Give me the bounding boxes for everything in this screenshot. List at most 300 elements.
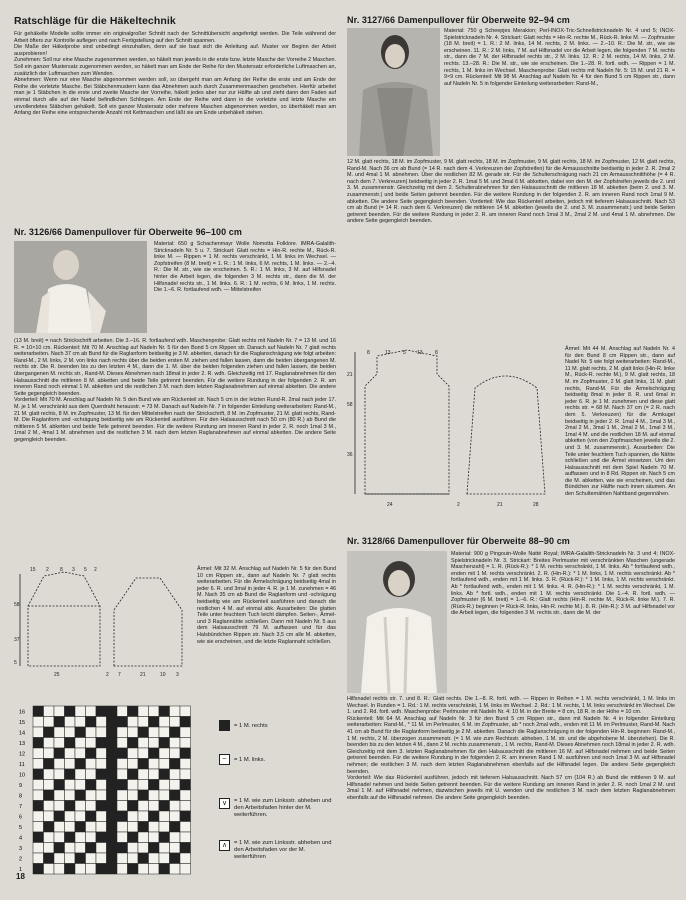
chart-cell [44,759,55,770]
chart-cell [96,780,107,791]
schematic-label: 5 [403,350,406,356]
model-3127-sleeves: Ärmel: Mit 44 M. Anschlag auf Nadeln Nr. 4 für den Bund 8 cm Rippen str., dann auf Nadel Nr. 5 wie folgt weiterarbeiten: Rand-M., 11 M. glatt rechts, 2 M. glatt links (Hin-R. linke M., Rück-R. rechte M.), 9 M. glatt rechts, 18 M. im Zopfmuster, 2 M. glatt links, 11 M. glatt rechts, Rand-M. Für die Ärmelschrägung beidseitig 8mal in jeder 8. R. und 6mal in jeder 6. R. je 1 M. zunehmen und diese glatt rechts str. = 68 M. Nach 37 cm (= 2 R. nach dem 5. Verkreuzen) für die Armkugel beidseitig in jeder 2. R. 1mal 4 M., 1mal 3 M., 2mal 2 M., 3mal 1 M., 2mal 2 M., 1mal 3 M., 1mal 4 M. und die restlichen 18 M. auf einmal abketten (von den Zopfmaschen jeweils die 2. und 3. M. zusammenstr.). Ausarbeiten: Die Teile unter feuchtem Tuch spannen, die Nähte schließen und die Ärmel einsetzen. Um den Halsausschnitt mit dem Spiel Nadeln 70 M. auffassen und in 8 Rd. Rippen str. Nach 5 cm die M. abketten, wie sie erscheinen, und das Bündchen zur Hälfte nach innen säumen. An den Schulternähten Nahtband gegennähen. [565,346,675,498]
chart-cell [170,790,181,801]
chart-cell [44,853,55,864]
chart-cell [159,843,170,854]
model-3127-heading: Nr. 3127/66 Damenpullover für Oberweite 92–94 cm [347,15,570,25]
chart-cell [107,727,118,738]
chart-cell [149,727,160,738]
chart-cell [54,706,65,717]
chart-cell [138,706,149,717]
legend-text: = 1 M. rechts [234,723,268,730]
chart-cell [149,801,160,812]
chart-cell [128,738,139,749]
chart-cell [170,811,181,822]
chart-cell [33,790,44,801]
chart-cell [159,811,170,822]
chart-cell [96,790,107,801]
chart-cell [138,748,149,759]
knitwear-photo-icon [14,241,147,333]
chart-row-label: 14 [19,730,26,737]
chart-cell [86,801,97,812]
schematic-label: 10 [160,672,166,678]
model-3127-text-top [444,28,675,87]
chart-cell [96,864,107,875]
chart-cell [170,853,181,864]
chart-cell [117,759,128,770]
chart-cell [170,759,181,770]
slip-stitch-front-icon: ∧ [219,840,230,851]
chart-cell [33,727,44,738]
chart-cell [180,843,191,854]
chart-cell [149,706,160,717]
chart-cell [107,864,118,875]
chart-cell [159,759,170,770]
page-number: 18 [16,872,25,881]
chart-cell [149,811,160,822]
chart-cell [86,790,97,801]
model-3128-back: Rückenteil: Mit 64 M. Anschlag auf Nadeln Nr. 3 für den Bund 5 cm Rippen str., dann mit Nadeln Nr. 4 in folgender Einteilung weiterarbeiten: Rand-M., * 11 M. im Perlmuster, 6 M. im Zopfmuster, ab * noch 2mal wdh., enden mit 11 M. im Perlmuster, Rand-M. Nach 41 cm ab Bund für die Raglanform beidseitig je 2 M. abketten. Danach die Raglanschrägung in der folgenden Hin-R. beginnen: Rand-M., 1 M. rechts, 2 M. überzogen zusammenstr. (= 1 M. wie zum Rechtsstr. abheben, 1 M. str. und die abgehobene M. überziehen). Die R. beenden bis zu den letzten 4 M., dann 2 M. rechts zusammenstr., 1 M. rechts, Rand-M. Dieses Abnehmen noch 18mal in jeder 2. R. wdh. Gleichzeitig mit dem 3. letzten Raglanabnehmen für den Halsausschnitt die mittleren 16 M. auf Hilfsnadel nehmen und beide Seiten getrennt beenden. Für die weitere Rundung in der folgenden 2. R. am inneren Rand 1 M. ausführen und noch 1mal 3 M. auf Hilfsnadel nehmen; die restlichen 3 M. nach dem letzten Raglanabnehmen ebenfalls auf die Hilfsnadel legen. Die andere Seite gegengleich beenden. [347,715,675,775]
model-3126-material: Material: 650 g Schachenmayr Wolle Nomotta Folklore. IMRA-Galalith-Stricknadeln Nr. 5 u. 7. Strickart: Glatt rechts = Hin-R. rechte M., Rück-R. linke M. — Rippen = 1 M. rechts verschränkt, 1 M. links im Wechsel. — Zopfstreifen (8 M. breit) = 1. R.: 1 M. links, 6 M. rechts, 1 M. links. — 2.–4. R.: Die M. str., wie sie erscheinen. 5. R.: 1 M. links, 3 M. auf Hilfsnadel hinter die Arbeit legen, die folgenden 3 M. rechts str., dann die M. der Hilfsnadel rechts str., 1 M. links. 6. R.: 1 M. rechts, 6 M. links, 1 M. rechts. Die 1.–6. R. fortlaufend wdh. — Mittelstreifen [154,241,336,294]
chart-cell [75,717,86,728]
chart-cell [75,738,86,749]
chart-cell [33,864,44,875]
chart-cell [117,832,128,843]
chart-cell [107,832,118,843]
chart-row-label: 11 [19,762,25,768]
chart-row-label: 13 [19,741,26,747]
chart-cell [96,769,107,780]
chart-cell [149,780,160,791]
chart-cell [117,748,128,759]
chart-cell [96,853,107,864]
chart-cell [128,769,139,780]
knitting-chart-grid [19,702,219,884]
schematic-label: 37 [14,637,20,643]
chart-cell [138,759,149,770]
chart-cell [107,790,118,801]
chart-cell [170,832,181,843]
chart-cell [44,811,55,822]
chart-cell [107,748,118,759]
chart-cell [65,832,76,843]
chart-cell [54,811,65,822]
chart-cell [54,790,65,801]
chart-cell [75,801,86,812]
chart-cell [75,769,86,780]
schematic-label: 2 [46,567,49,573]
chart-cell [170,706,181,717]
chart-cell [159,822,170,833]
chart-cell [107,801,118,812]
chart-cell [96,738,107,749]
chart-cell [65,811,76,822]
tips-heading: Ratschläge für die Häkeltechnik [14,15,176,27]
chart-cell [138,727,149,738]
chart-cell [159,769,170,780]
chart-cell [33,843,44,854]
chart-row-label: 12 [19,751,26,758]
chart-cell [54,801,65,812]
chart-cell [44,790,55,801]
pattern-schematic-3126 [14,566,192,678]
chart-cell [170,717,181,728]
chart-cell [96,727,107,738]
chart-cell [149,717,160,728]
chart-cell [138,853,149,864]
chart-cell [75,853,86,864]
chart-cell [33,832,44,843]
chart-cell [170,864,181,875]
chart-cell [149,864,160,875]
chart-cell [117,706,128,717]
chart-cell [170,748,181,759]
chart-cell [117,801,128,812]
chart-cell [54,759,65,770]
chart-row-label: 8 [19,793,23,800]
chart-row-label: 6 [19,814,23,821]
chart-cell [149,853,160,864]
chart-cell [54,717,65,728]
schematic-label: 2 [106,672,109,678]
chart-cell [159,790,170,801]
tips-paragraph: Abnehmen: Wenn nur eine Masche abgenommen werden soll, so übergeht man am Anfang der Reihe die erste und am Ende der Reihe die vorletzte Masche. Bei Stäbchenmustern kann das Abnehmen auch durch Zusammenmaschen geschehen. Hierfür arbeitet man je 1 Stäbchen in die erste und zweite Masche der Vorreihe, häkelt jedes aber nur zur Hälfte ab und zieht dann den Faden auf einmal durch alle auf der Nadel befindlichen Schlingen. Am Ende der Reihe wird dann in die vorletzte und letzte Masche ein unvollendetes Stäbchen gehäkelt. Soll ein ganzer Mustersatz oder mehrere Maschen abgenommen werden, so überhäkelt man am Anfang der Reihe eine entsprechende Anzahl mit Kettmaschen und läßt sie am Ende unbehäkelt stehen. [14,77,336,117]
chart-cell [117,811,128,822]
schematic-label: 7 [118,672,121,678]
knit-stitch-icon [219,720,230,731]
chart-cell [117,864,128,875]
chart-cell [33,717,44,728]
chart-cell [138,832,149,843]
chart-cell [159,832,170,843]
chart-cell [107,780,118,791]
chart-cell [65,843,76,854]
chart-cell [149,843,160,854]
schematic-label: 5 [84,567,87,573]
chart-cell [44,801,55,812]
chart-cell [180,769,191,780]
chart-cell [107,738,118,749]
chart-cell [86,822,97,833]
chart-cell [54,832,65,843]
chart-cell [44,769,55,780]
chart-cell [180,727,191,738]
chart-cell [65,727,76,738]
chart-row-label: 2 [19,856,23,863]
chart-cell [159,738,170,749]
chart-cell [117,822,128,833]
chart-cell [86,769,97,780]
schematic-label: 36 [347,452,353,458]
schematic-label: 2 [94,567,97,573]
tips-text [14,31,336,117]
model-3128-material: Material: 900 g Pingouin-Wolle Natté Royal; IMRA-Galalith-Stricknadeln Nr. 3 und 4; INOX-Spielstricknadeln Nr. 3. Strickart: Breites Perlmuster mit verschränkten Maschen (ungerade Maschenzahl) = 1. R. (Rück-R.): * 1 M. rechts verschränkt, 1 M. links. Ab * fortlaufend wdh., enden mit 1 M. rechts verschränkt. 2. R. (Hin-R.): * 1 M. links, 1 M. rechts verschränkt. Ab * fortlaufend wdh., enden mit 1 M. links. 3. R. (Rück-R.): * 1 M. links, 1 M. rechts verschränkt. Ab * fortlaufend wdh., enden mit 1 M. links. 4. R. (Hin-R.): * 1 M. rechts verschränkt, 1 M. links. Ab * fortl. wdh., enden mit 1 M. rechts verschränkt. Die 1.–4. R. fortl. wdh. — Zopfmuster (6 M. breit) = 1.–6. R.: Glatt rechts (Hin-R. rechte M., Rück-R. linke M.). 7. R. (Rück-R.) beginnen (= Rück-R. links, Hin-R. rechte M.). 8. R. (Hin-R.): 3 M. auf Hilfsnadel vor die Arbeit legen, die folgenden 3 M. rechts str., dann die M. der [451,551,675,617]
chart-cell [96,822,107,833]
chart-cell [86,864,97,875]
chart-cell [86,759,97,770]
chart-cell [170,843,181,854]
chart-cell [149,748,160,759]
chart-cell [149,822,160,833]
model-3128-pattern: Hilfsnadel rechts str. 7. und 8. R.: Glatt rechts. Die 1.–8. R. fortl. wdh. — Rippen in Reihen = 1 M. rechts verschränkt, 1 M. links im Wechsel. In Runden = 1. Rd.: 1 M. rechts verschränkt, 1 M. links im Wechsel. 2. Rd.: 1 M. rechts, 1 M. links verschränkt im Wechsel. Die 1. und 2. Rd. fortl. wdh. Maschenprobe: Perlmuster mit Nadeln Nr. 4: 10 M. in der Breite = 8 cm, 18 R. in der Höhe = 10 cm. [347,696,675,716]
chart-cell [138,811,149,822]
knitwear-photo-icon [347,551,447,693]
model-3128-text-top [451,551,675,617]
model-3127-photo [347,28,440,156]
chart-cell [149,738,160,749]
chart-cell [159,780,170,791]
chart-cell [75,706,86,717]
chart-row-label: 9 [19,783,23,789]
model-3128-heading: Nr. 3128/66 Damenpullover für Oberweite 88–90 cm [347,536,570,546]
chart-cell [180,822,191,833]
chart-cell [128,832,139,843]
chart-cell [44,748,55,759]
chart-cell [75,780,86,791]
chart-cell [170,780,181,791]
chart-cell [128,748,139,759]
chart-cell [149,759,160,770]
schematic-label: 2 [457,502,460,508]
tips-paragraph: Die Maße der Häkelprobe sind unbedingt einzuhalten, denn auf sie baut sich die Anleitung auf. Muster vor Beginn der Arbeit ausprobieren! [14,44,336,57]
chart-cell [138,864,149,875]
chart-cell [117,727,128,738]
chart-cell [138,738,149,749]
chart-cell [128,843,139,854]
chart-cell [159,717,170,728]
model-3128-photo [347,551,447,693]
model-3126-text-main [14,338,336,444]
chart-cell [107,717,118,728]
chart-cell [33,780,44,791]
chart-cell [128,864,139,875]
chart-cell [117,790,128,801]
model-3126-heading: Nr. 3126/66 Damenpullover für Oberweite 96–100 cm [14,227,243,237]
chart-cell [86,811,97,822]
chart-legend [219,702,336,884]
schematic-label: 3 [176,672,179,678]
schematic-label: 21 [140,672,146,678]
chart-cell [117,738,128,749]
chart-cell [138,769,149,780]
chart-cell [44,864,55,875]
chart-cell [33,759,44,770]
chart-cell [180,780,191,791]
chart-cell [138,790,149,801]
chart-cell [159,801,170,812]
model-3126-photo [14,241,147,333]
chart-cell [75,811,86,822]
chart-cell [149,832,160,843]
schematic-label: 13 [417,350,423,356]
schematic-label: 8 [367,350,370,356]
chart-cell [180,738,191,749]
schematic-label: 25 [54,672,60,678]
chart-cell [33,822,44,833]
chart-cell [107,759,118,770]
schematic-label: 58 [347,402,353,408]
chart-cell [86,717,97,728]
schematic-label: 3 [72,567,75,573]
legend-item [219,798,336,819]
chart-cell [86,706,97,717]
chart-cell [170,769,181,780]
chart-cell [180,801,191,812]
chart-cell [65,780,76,791]
chart-cell [75,790,86,801]
chart-cell [180,832,191,843]
chart-cell [44,780,55,791]
chart-cell [96,801,107,812]
model-3128-front: Vorderteil: Wie das Rückenteil ausführen, jedoch mit tieferem Halsausschnitt. Nach 57 cm (104 R.) ab Bund die mittleren 9 M. auf Hilfsnadel nehmen und beide Seiten getrennt beenden. Für die weitere Rundung am inneren Rand in jeder 2. R. noch 1mal 2 M. und 3mal 1 M. auf Hilfsnadel nehmen, dazwischen jeweils mit U. wenden und die restlichen 3 M. nach dem letzten Raglanabnehmen ebenfalls auf die Hilfsnadel nehmen. Die andere Seite gegengleich beenden. [347,775,675,801]
schematic-label: 15 [30,567,36,573]
chart-cell [128,790,139,801]
chart-row-label: 1 [19,867,23,873]
chart-cell [138,801,149,812]
chart-cell [54,864,65,875]
chart-cell [86,748,97,759]
chart-cell [138,717,149,728]
chart-cell [128,759,139,770]
model-3128-text-main [347,696,675,896]
chart-cell [117,717,128,728]
model-3127-material: Material: 750 g Scheepjes Merakion; Perl-INOX-Tric-Schnellstricknadeln Nr. 4 und 5; INOX-Spielstricknadeln Nr. 4. Strickart: Glatt rechts = Hin-R. rechte M., Rück-R. linke M. — Zopfmuster (18 M. breit) = 1. R.: 2 M. links, 14 M. rechts, 2 M. links. — 2.–10. R.: Die M. str., wie sie erscheinen. 11. R.: 2 M. links, 7 M. auf Hilfsnadel vor die Arbeit legen, die folgenden 7 M. rechts str., dann die 7 M. der Hilfsnadel rechts str., 2 M. links. 12. R.: 2 M. rechts, 14 M. links, 2 M. rechts. 13.–28. R.: Die M. str., wie sie erscheinen. Die 1.–28. R. fortl. wdh. — Rippen = 1 M. rechts, 1 M. links im Wechsel. Maschenprobe: Glatt rechts mit Nadeln Nr. 5: 15 M. und 21 R. = 9×9 cm. Rückenteil: Mit 98 M. Anschlag auf Nadeln Nr. 4 für den Bund 5 cm Rippen str., dann auf Nadeln Nr. 5 in folgender Einteilung weiterarbeiten: Rand-M., [444,28,675,87]
chart-cell [75,822,86,833]
chart-cell [75,864,86,875]
chart-cell [33,706,44,717]
chart-cell [33,801,44,812]
chart-cell [44,822,55,833]
chart-cell [107,853,118,864]
model-3127-text-main [347,159,675,225]
chart-cell [86,738,97,749]
chart-row-label: 10 [19,772,26,779]
chart-cell [159,727,170,738]
model-3126-instructions: (13 M. breit) = nach Strickschrift arbeiten. Die 3.–16. R. fortlaufend wdh. Maschenprobe: Glatt rechts mit Nadeln Nr. 7 = 13 M. und 16 R. = 10×10 cm. Rückenteil: Mit 70 M. Anschlag auf Nadeln Nr. 5 für den Bund 5 cm Rippen str. Danach auf Nadeln Nr. 7 glatt rechts weiterarbeiten. Nach 37 cm ab Bund für die Raglanform beidseitig je 3 M. abketten, danach für die Raglanschrägung wie folgt arbeiten: Rand-M., 2 M. links, 2 M. von links nach rechts über die beiden ersten M. ziehen und fallen lassen, dann die beiden übergangenen M. rechts str. Die R. beenden bis zu den letzten 4 M., dann die 1. M. über die beiden folgenden ziehen und fallen lassen, die beiden übergangenen M. rechts str., Rand-M. Dieses Abnehmen nach 18mal in jeder 2. R. wdh. Gleichzeitig mit 17. Raglanabnehmen für den Halsausschnitt die mittleren 8 M. abketten und beide Teile getrennt beenden. Für die weitere Rundung in der folgenden 2. R. am inneren Rand noch einmal 1 M. abketten und die restlichen 3 M. nach dem letzten Raglanabnehmen auf einmal abketten. Die andere Seite gegengleich beenden. [14,338,336,397]
chart-cell [170,727,181,738]
chart-cell [44,717,55,728]
chart-cell [107,822,118,833]
legend-text: = 1 M. wie zum Linksstr. abheben und den Arbeitsfaden vor der M. weiterführen [234,840,332,860]
chart-cell [75,727,86,738]
chart-cell [75,843,86,854]
chart-row-label: 15 [19,720,26,726]
model-3126-sleeves: Ärmel: Mit 32 M. Anschlag auf Nadeln Nr. 5 für den Bund 10 cm Rippen str., dann auf Nadeln Nr. 7 glatt rechts weiterarbeiten. Für die Ärmelschrägung beidseitig 4mal in jeder 6. R. und 3mal in jeder 4. R. je 1 M. zunehmen = 46 M. Nach 35 cm ab Bund die Raglanform und -schrägung beidseitig wie am Rückenteil ausführen und danach die restlichen 4 M. auf einmal abk. Ausarbeiten: Die glatten Teile unter feuchtem Tuch leicht dämpfen. Seiten-, Ärmel- und 3 Raglannähte schließen. Dann mit Nadeln Nr. 5 aus dem Halsausschnitt 79 M. auffassen und für das Halsbündchen Rippen str. Nach 3,5 cm alle M. abketten, wie sie erscheinen, und die letzte Raglannaht schließen. [197,566,336,645]
chart-cell [65,769,76,780]
chart-cell [107,769,118,780]
chart-cell [128,706,139,717]
chart-cell [54,843,65,854]
chart-cell [159,748,170,759]
chart-cell [65,759,76,770]
model-3127-instructions: 12 M. glatt rechts, 18 M. im Zopfmuster, 9 M. glatt rechts, 18 M. im Zopfmuster, 9 M. glatt rechts, 18 M. im Zopfmuster, 12 M. glatt rechts, Rand-M. Nach 36 cm ab Bund (= 14 R. nach dem 4. Verkreuzen der Zopfstreifen) für die Armausschnitte beidseitig in jeder 2. R. 2mal 2 M. und 4mal 1 M. abnehmen. Über die restlichen 82 M. gerade str. Für die Schulterschrägung nach 21 cm Armausschnitthöhe (= 4 R. nach dem 7. Verkreuzen) beidseitig in jeder 2. R. 1mal 5 M. und 3mal 6 M. abketten, dabei von den M. der Zopfstreifen jeweils die 2. und 3. M. zusammenstr. Gleichzeitig mit dem 2. Schulterabnehmen für den Halsausschnitt die mittleren 18 M. abketten (beim 2. und 3. M. zusammenstr.) und beide Seiten getrennt beenden. Für die weitere Rundung in der folgenden 2. R. am inneren Rand noch 1mal 9 M. abketten. Die andere Seite gegengleich beenden. Vorderteil: Wie das Rückenteil arbeiten, jedoch mit tieferem Halsausschnitt. Nach 53 cm ab Bund (= 14 R. nach dem 6. Verkreuzen) die mittleren 14 M. abketten (jeweils die 2. und 3. M. zusammenstr.) und beide Seiten getrennt beenden. Für die weitere Rundung in jeder 2. R. am inneren Rand noch 1mal 3 M., 2mal 2 M. und 4mal 1 M. abnehmen. Die andere Seite gegengleich beenden. [347,159,675,225]
chart-cell [54,727,65,738]
chart-cell [117,780,128,791]
chart-cell [86,843,97,854]
chart-cell [44,727,55,738]
purl-stitch-icon: – [219,754,230,765]
legend-item [219,840,336,861]
tips-paragraph: Zunehmen: Soll nur eine Masche zugenommen werden, so häkelt man jeweils in die erste bzw. letzte Masche der Vorreihe 2 Maschen. Soll ein ganzer Mustersatz zugenommen werden, so häkelt man am Ende der Reihe für den Mustersatz erforderliche Luftmaschen an, zusätzlich der Luftmaschen zum Wenden. [14,57,336,77]
chart-cell [117,769,128,780]
chart-cell [54,769,65,780]
chart-cell [128,717,139,728]
schematic-label: 13 [385,350,391,356]
chart-cell [96,759,107,770]
chart-cell [170,801,181,812]
chart-row-label: 5 [19,825,23,831]
chart-cell [54,738,65,749]
chart-cell [128,853,139,864]
chart-cell [96,811,107,822]
chart-cell [44,738,55,749]
chart-cell [180,790,191,801]
chart-cell [54,822,65,833]
chart-cell [180,748,191,759]
chart-cell [65,748,76,759]
chart-cell [44,706,55,717]
chart-cell [170,822,181,833]
chart-cell [75,748,86,759]
chart-cell [75,832,86,843]
chart-cell [86,780,97,791]
chart-cell [86,832,97,843]
schematic-label: 21 [497,502,503,508]
schematic-label: 58 [14,602,20,608]
legend-text: = 1 M. links. [234,757,266,764]
chart-cell [128,727,139,738]
chart-cell [65,801,76,812]
chart-cell [33,853,44,864]
legend-item [219,720,336,731]
chart-cell [75,759,86,770]
chart-cell [180,717,191,728]
chart-cell [180,706,191,717]
schematic-label: 8 [60,567,63,573]
chart-cell [65,717,76,728]
chart-cell [128,801,139,812]
schematic-label: 24 [387,502,393,508]
schematic-label: 28 [533,502,539,508]
chart-cell [117,853,128,864]
tips-paragraph: Für gehäkelte Modelle sollte immer ein originalgroßer Schnitt nach der Schnittübersicht angefertigt werden. Die Teile während der Arbeit öfters zur Kontrolle auflegen und nach Fertigstellung auf den Schnitt spannen. [14,31,336,44]
chart-cell [180,864,191,875]
chart-cell [149,769,160,780]
knitwear-photo-icon [347,28,440,156]
chart-cell [65,864,76,875]
chart-cell [65,853,76,864]
model-3127-sleeves-wrap [347,346,675,498]
chart-cell [54,853,65,864]
chart-cell [170,738,181,749]
chart-row-label: 3 [19,846,23,852]
chart-cell [96,832,107,843]
chart-cell [65,790,76,801]
legend-item [219,754,336,765]
chart-cell [96,843,107,854]
chart-cell [96,717,107,728]
chart-cell [180,759,191,770]
chart-cell [159,853,170,864]
chart-cell [44,832,55,843]
model-3126-text-top [154,241,336,294]
model-3126-front: Vorderteil: Mit 70 M. Anschlag auf Nadeln Nr. 5 den Bund wie am Rückenteil str. Nach 5 cm in der letzten Rund-R. 2mal nach jeder 17. M. je 1 M. verschränkt aus dem Querdraht herausstr. = 73 M. Danach auf Nadeln Nr. 7 in folgender Einteilung weiterarbeiten: Rand-M., 21 M. glatt rechts, 8 M. im Zopfmuster, 13 M. für den Mittelstreifen nach der Strickschrift, 8 M. im Zopfmuster, 21 M. glatt rechts, Rand-M. Die Raglanform und -schrägung beidseitig wie am Rückenteil ausführen. Für den Halsausschnitt nach 50 cm (80 R.) ab Bund die mittleren 5 M. abketten und beide Teile getrennt beenden. Für die weitere Rundung am inneren Rand in jeder 2. R. noch 1mal 3 M., 1mal 2 M., 4mal 1 M. abnehmen und die restlichen 3 M. nach dem letzten Raglanabnehmen auf einmal abketten. Die andere Seite gegengleich beenden. [14,397,336,443]
chart-cell [65,738,76,749]
chart-cell [138,780,149,791]
chart-cell [86,853,97,864]
chart-cell [159,864,170,875]
chart-cell [128,822,139,833]
